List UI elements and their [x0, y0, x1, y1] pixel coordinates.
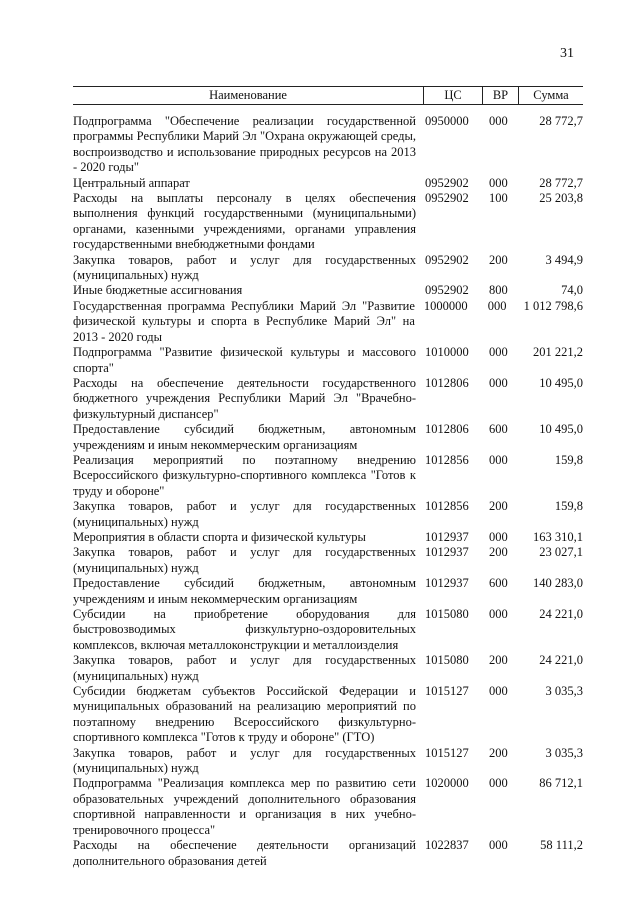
row-cs: 1012856 [425, 452, 469, 467]
row-name: Закупка товаров, работ и услуг для государственных (муниципальных) нужд [73, 745, 416, 776]
table-row [73, 422, 583, 453]
row-name: Закупка товаров, работ и услуг для государственных (муниципальных) нужд [73, 499, 416, 529]
row-vr: 100 [489, 191, 508, 206]
row-vr: 000 [489, 375, 508, 390]
row-name: Предоставление субсидий бюджетным, автономным учреждениям и иным некоммерческим организациям [73, 576, 416, 606]
row-cs: 1012806 [425, 422, 469, 437]
row-vr: 000 [489, 175, 508, 190]
table-row [73, 376, 583, 422]
row-name: Государственная программа Республики Марий Эл "Развитие физической культуры и спорта в Республике Марий Эл" на 2013 - 2020 годы [73, 298, 415, 344]
header-vr: ВР [492, 88, 509, 102]
row-name: Подпрограмма "Реализация комплекса мер по развитию сети образовательных учреждений дополнительного образования спортивной направленности и организация в них учебно-тренировочного процесса" [73, 776, 416, 837]
table-row [73, 576, 583, 607]
row-name: Субсидии бюджетам субъектов Российской Федерации и муниципальных образований на реализацию мероприятий по поэтапному внедрению Всероссийского физкультурно-спортивного комплекса "Готов к труду и обороне" (ГТО) [73, 684, 416, 745]
row-name: Расходы на обеспечение деятельности государственного бюджетного учреждения Республики Марий Эл "Врачебно-физкультурный диспансер" [73, 375, 416, 421]
row-sum: 1 012 798,6 [523, 298, 583, 313]
row-name: Субсидии на приобретение оборудования для быстровозводимых физкультурно-оздоровительных комплексов, включая металлоконструкции и металлоизделия [73, 607, 416, 652]
row-vr: 000 [489, 776, 508, 791]
table-row [73, 684, 583, 746]
row-name: Закупка товаров, работ и услуг для государственных (муниципальных) нужд [73, 252, 416, 283]
row-sum: 25 203,8 [539, 191, 583, 206]
row-sum: 163 310,1 [533, 529, 583, 544]
row-vr: 000 [489, 838, 508, 853]
table-row [73, 114, 583, 176]
row-vr: 200 [489, 252, 508, 267]
row-cs: 1022837 [425, 838, 469, 853]
row-sum: 3 035,3 [545, 745, 583, 760]
table-row [73, 746, 583, 777]
row-name: Подпрограмма "Развитие физической культуры и массового спорта" [73, 345, 416, 375]
row-name: Центральный аппарат [73, 175, 190, 190]
table-row [73, 545, 583, 576]
row-vr: 000 [487, 298, 507, 313]
row-cs: 1015080 [425, 653, 469, 668]
table-row [73, 176, 583, 191]
row-name: Реализация мероприятий по поэтапному внедрению Всероссийского физкультурно-спортивного комплекса "Готов к труду и обороне" [73, 452, 416, 498]
header-sum: Сумма [533, 88, 569, 102]
row-sum: 140 283,0 [533, 576, 583, 591]
table-row [73, 776, 583, 838]
row-vr: 600 [489, 422, 508, 437]
row-vr: 200 [489, 545, 508, 560]
row-vr: 600 [489, 576, 508, 591]
row-cs: 1015127 [425, 684, 469, 699]
row-cs: 1012937 [425, 529, 469, 544]
row-sum: 28 772,7 [539, 175, 583, 190]
row-name: Подпрограмма "Обеспечение реализации государственной программы Республики Марий Эл "Охрана окружающей среды, воспроизводство и использование природных ресурсов на 2013 - 2020 годы" [73, 114, 416, 175]
row-vr: 000 [489, 607, 508, 621]
table-row [73, 283, 583, 298]
table-row [73, 191, 583, 253]
row-vr: 000 [489, 452, 508, 467]
table-header [73, 86, 583, 105]
table-row [73, 838, 583, 869]
row-name: Расходы на выплаты персоналу в целях обеспечения выполнения функций государственными (муниципальными) органами, казенными учреждениями, органами управления государственными внебюджетными фондами [73, 191, 416, 252]
table-row [73, 299, 583, 345]
row-vr: 200 [489, 653, 508, 668]
table-row [73, 530, 583, 545]
row-cs: 1010000 [425, 345, 469, 360]
row-cs: 0950000 [425, 114, 469, 128]
row-sum: 201 221,2 [533, 345, 583, 360]
row-sum: 10 495,0 [539, 375, 583, 390]
row-cs: 1012937 [425, 576, 469, 591]
row-sum: 58 111,2 [540, 838, 583, 853]
table-row [73, 499, 583, 530]
row-cs: 0952902 [425, 283, 469, 298]
row-cs: 1015127 [425, 745, 469, 760]
row-cs: 1012856 [425, 499, 469, 514]
row-cs: 1012806 [425, 375, 469, 390]
row-sum: 159,8 [554, 499, 583, 514]
table-row [73, 253, 583, 284]
row-name: Предоставление субсидий бюджетным, автономным учреждениям и иным некоммерческим организациям [73, 422, 416, 452]
row-vr: 200 [489, 745, 508, 760]
row-name: Закупка товаров, работ и услуг для государственных (муниципальных) нужд [73, 653, 416, 683]
row-cs: 0952902 [425, 191, 469, 206]
row-vr: 800 [489, 283, 508, 298]
row-vr: 000 [489, 345, 508, 360]
row-cs: 1000000 [423, 298, 468, 313]
row-sum: 24 221,0 [539, 607, 583, 621]
table-row [73, 345, 583, 376]
row-sum: 28 772,7 [539, 114, 583, 128]
row-sum: 86 712,1 [539, 776, 583, 791]
row-cs: 0952902 [425, 175, 469, 190]
row-cs: 1020000 [425, 776, 469, 791]
table-row [73, 607, 583, 653]
budget-table-body [73, 114, 583, 869]
row-vr: 200 [489, 499, 508, 514]
row-sum: 10 495,0 [539, 422, 583, 437]
row-name: Мероприятия в области спорта и физической культуры [73, 529, 366, 544]
row-sum: 74,0 [561, 283, 583, 298]
row-cs: 1012937 [425, 545, 469, 560]
row-sum: 23 027,1 [539, 545, 583, 560]
row-vr: 000 [489, 114, 508, 128]
header-cs: ЦС [444, 88, 462, 102]
row-name: Расходы на обеспечение деятельности организаций дополнительного образования детей [73, 838, 416, 868]
row-name: Закупка товаров, работ и услуг для государственных (муниципальных) нужд [73, 545, 416, 575]
row-vr: 000 [489, 684, 508, 699]
table-row [73, 653, 583, 684]
row-cs: 1015080 [425, 607, 469, 621]
row-sum: 24 221,0 [539, 653, 583, 668]
table-row [73, 453, 583, 499]
row-sum: 3 035,3 [545, 684, 583, 699]
row-sum: 159,8 [554, 452, 583, 467]
row-sum: 3 494,9 [545, 252, 583, 267]
row-vr: 000 [489, 529, 508, 544]
page-number: 31 [560, 46, 574, 61]
row-cs: 0952902 [425, 252, 469, 267]
row-name: Иные бюджетные ассигнования [73, 283, 243, 298]
header-name: Наименование [209, 88, 287, 102]
